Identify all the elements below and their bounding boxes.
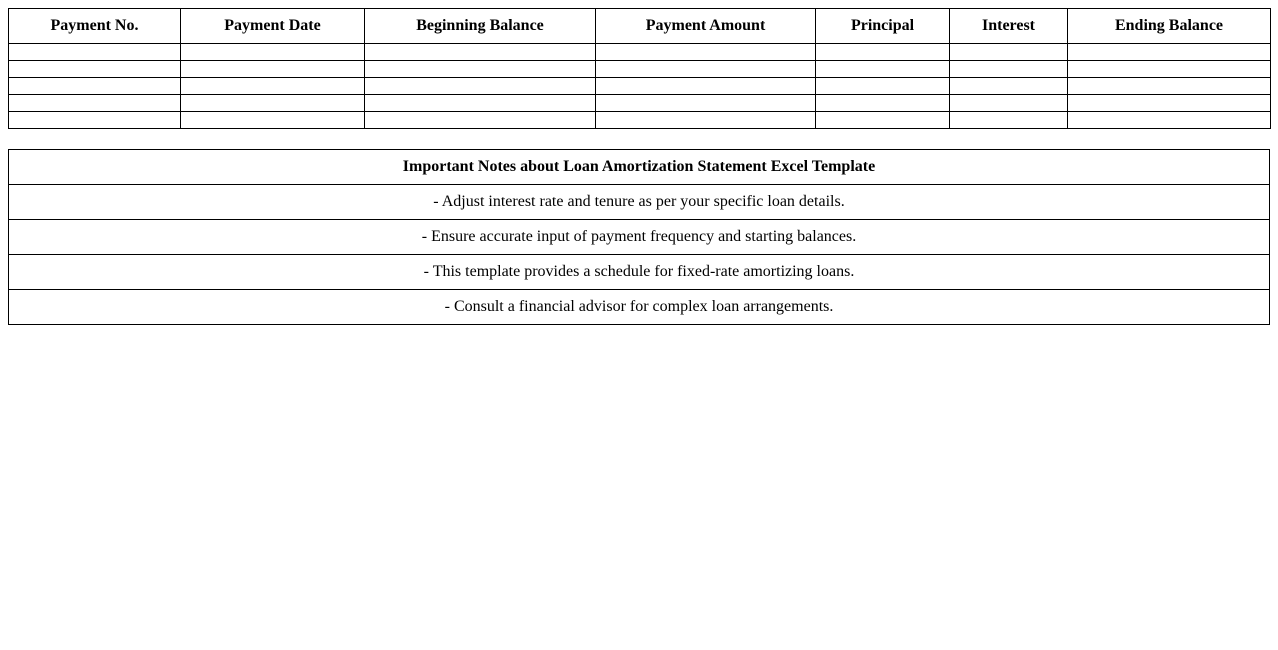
header-payment-date: Payment Date (181, 9, 365, 44)
table-cell[interactable] (950, 61, 1068, 78)
table-cell[interactable] (1068, 78, 1271, 95)
table-cell[interactable] (596, 78, 816, 95)
document (8, 8, 1270, 325)
table-row (9, 95, 1271, 112)
table-cell[interactable] (816, 112, 950, 129)
table-cell[interactable] (950, 95, 1068, 112)
table-cell[interactable] (596, 44, 816, 61)
note-item: - Ensure accurate input of payment frequency and starting balances. (9, 220, 1270, 255)
header-beginning-balance: Beginning Balance (365, 9, 596, 44)
table-cell[interactable] (365, 61, 596, 78)
amortization-schedule-table (8, 8, 1271, 129)
table-cell[interactable] (950, 78, 1068, 95)
header-principal: Principal (816, 9, 950, 44)
header-interest: Interest (950, 9, 1068, 44)
table-cell[interactable] (1068, 61, 1271, 78)
table-cell[interactable] (9, 95, 181, 112)
table-cell[interactable] (365, 78, 596, 95)
notes-table (8, 149, 1270, 325)
note-item: - Consult a financial advisor for complex loan arrangements. (9, 290, 1270, 325)
table-header-row (9, 9, 1271, 44)
table-cell[interactable] (1068, 44, 1271, 61)
note-row (9, 290, 1270, 325)
table-row (9, 44, 1271, 61)
header-payment-no: Payment No. (9, 9, 181, 44)
table-cell[interactable] (596, 61, 816, 78)
table-cell[interactable] (365, 95, 596, 112)
table-cell[interactable] (1068, 95, 1271, 112)
table-row (9, 112, 1271, 129)
table-cell[interactable] (181, 78, 365, 95)
table-cell[interactable] (9, 112, 181, 129)
note-row (9, 220, 1270, 255)
table-cell[interactable] (816, 78, 950, 95)
note-row (9, 185, 1270, 220)
table-cell[interactable] (9, 78, 181, 95)
table-cell[interactable] (950, 44, 1068, 61)
table-cell[interactable] (596, 95, 816, 112)
table-cell[interactable] (181, 112, 365, 129)
note-item: - This template provides a schedule for fixed-rate amortizing loans. (9, 255, 1270, 290)
table-cell[interactable] (816, 44, 950, 61)
table-row (9, 61, 1271, 78)
table-cell[interactable] (365, 112, 596, 129)
header-ending-balance: Ending Balance (1068, 9, 1271, 44)
table-cell[interactable] (816, 95, 950, 112)
table-cell[interactable] (1068, 112, 1271, 129)
table-cell[interactable] (9, 44, 181, 61)
table-cell[interactable] (9, 61, 181, 78)
notes-title-row (9, 150, 1270, 185)
table-cell[interactable] (365, 44, 596, 61)
table-cell[interactable] (181, 95, 365, 112)
table-cell[interactable] (181, 44, 365, 61)
table-cell[interactable] (596, 112, 816, 129)
note-item: - Adjust interest rate and tenure as per your specific loan details. (9, 185, 1270, 220)
note-row (9, 255, 1270, 290)
table-row (9, 78, 1271, 95)
notes-title: Important Notes about Loan Amortization Statement Excel Template (9, 150, 1270, 185)
header-payment-amount: Payment Amount (596, 9, 816, 44)
table-cell[interactable] (816, 61, 950, 78)
table-cell[interactable] (181, 61, 365, 78)
table-cell[interactable] (950, 112, 1068, 129)
